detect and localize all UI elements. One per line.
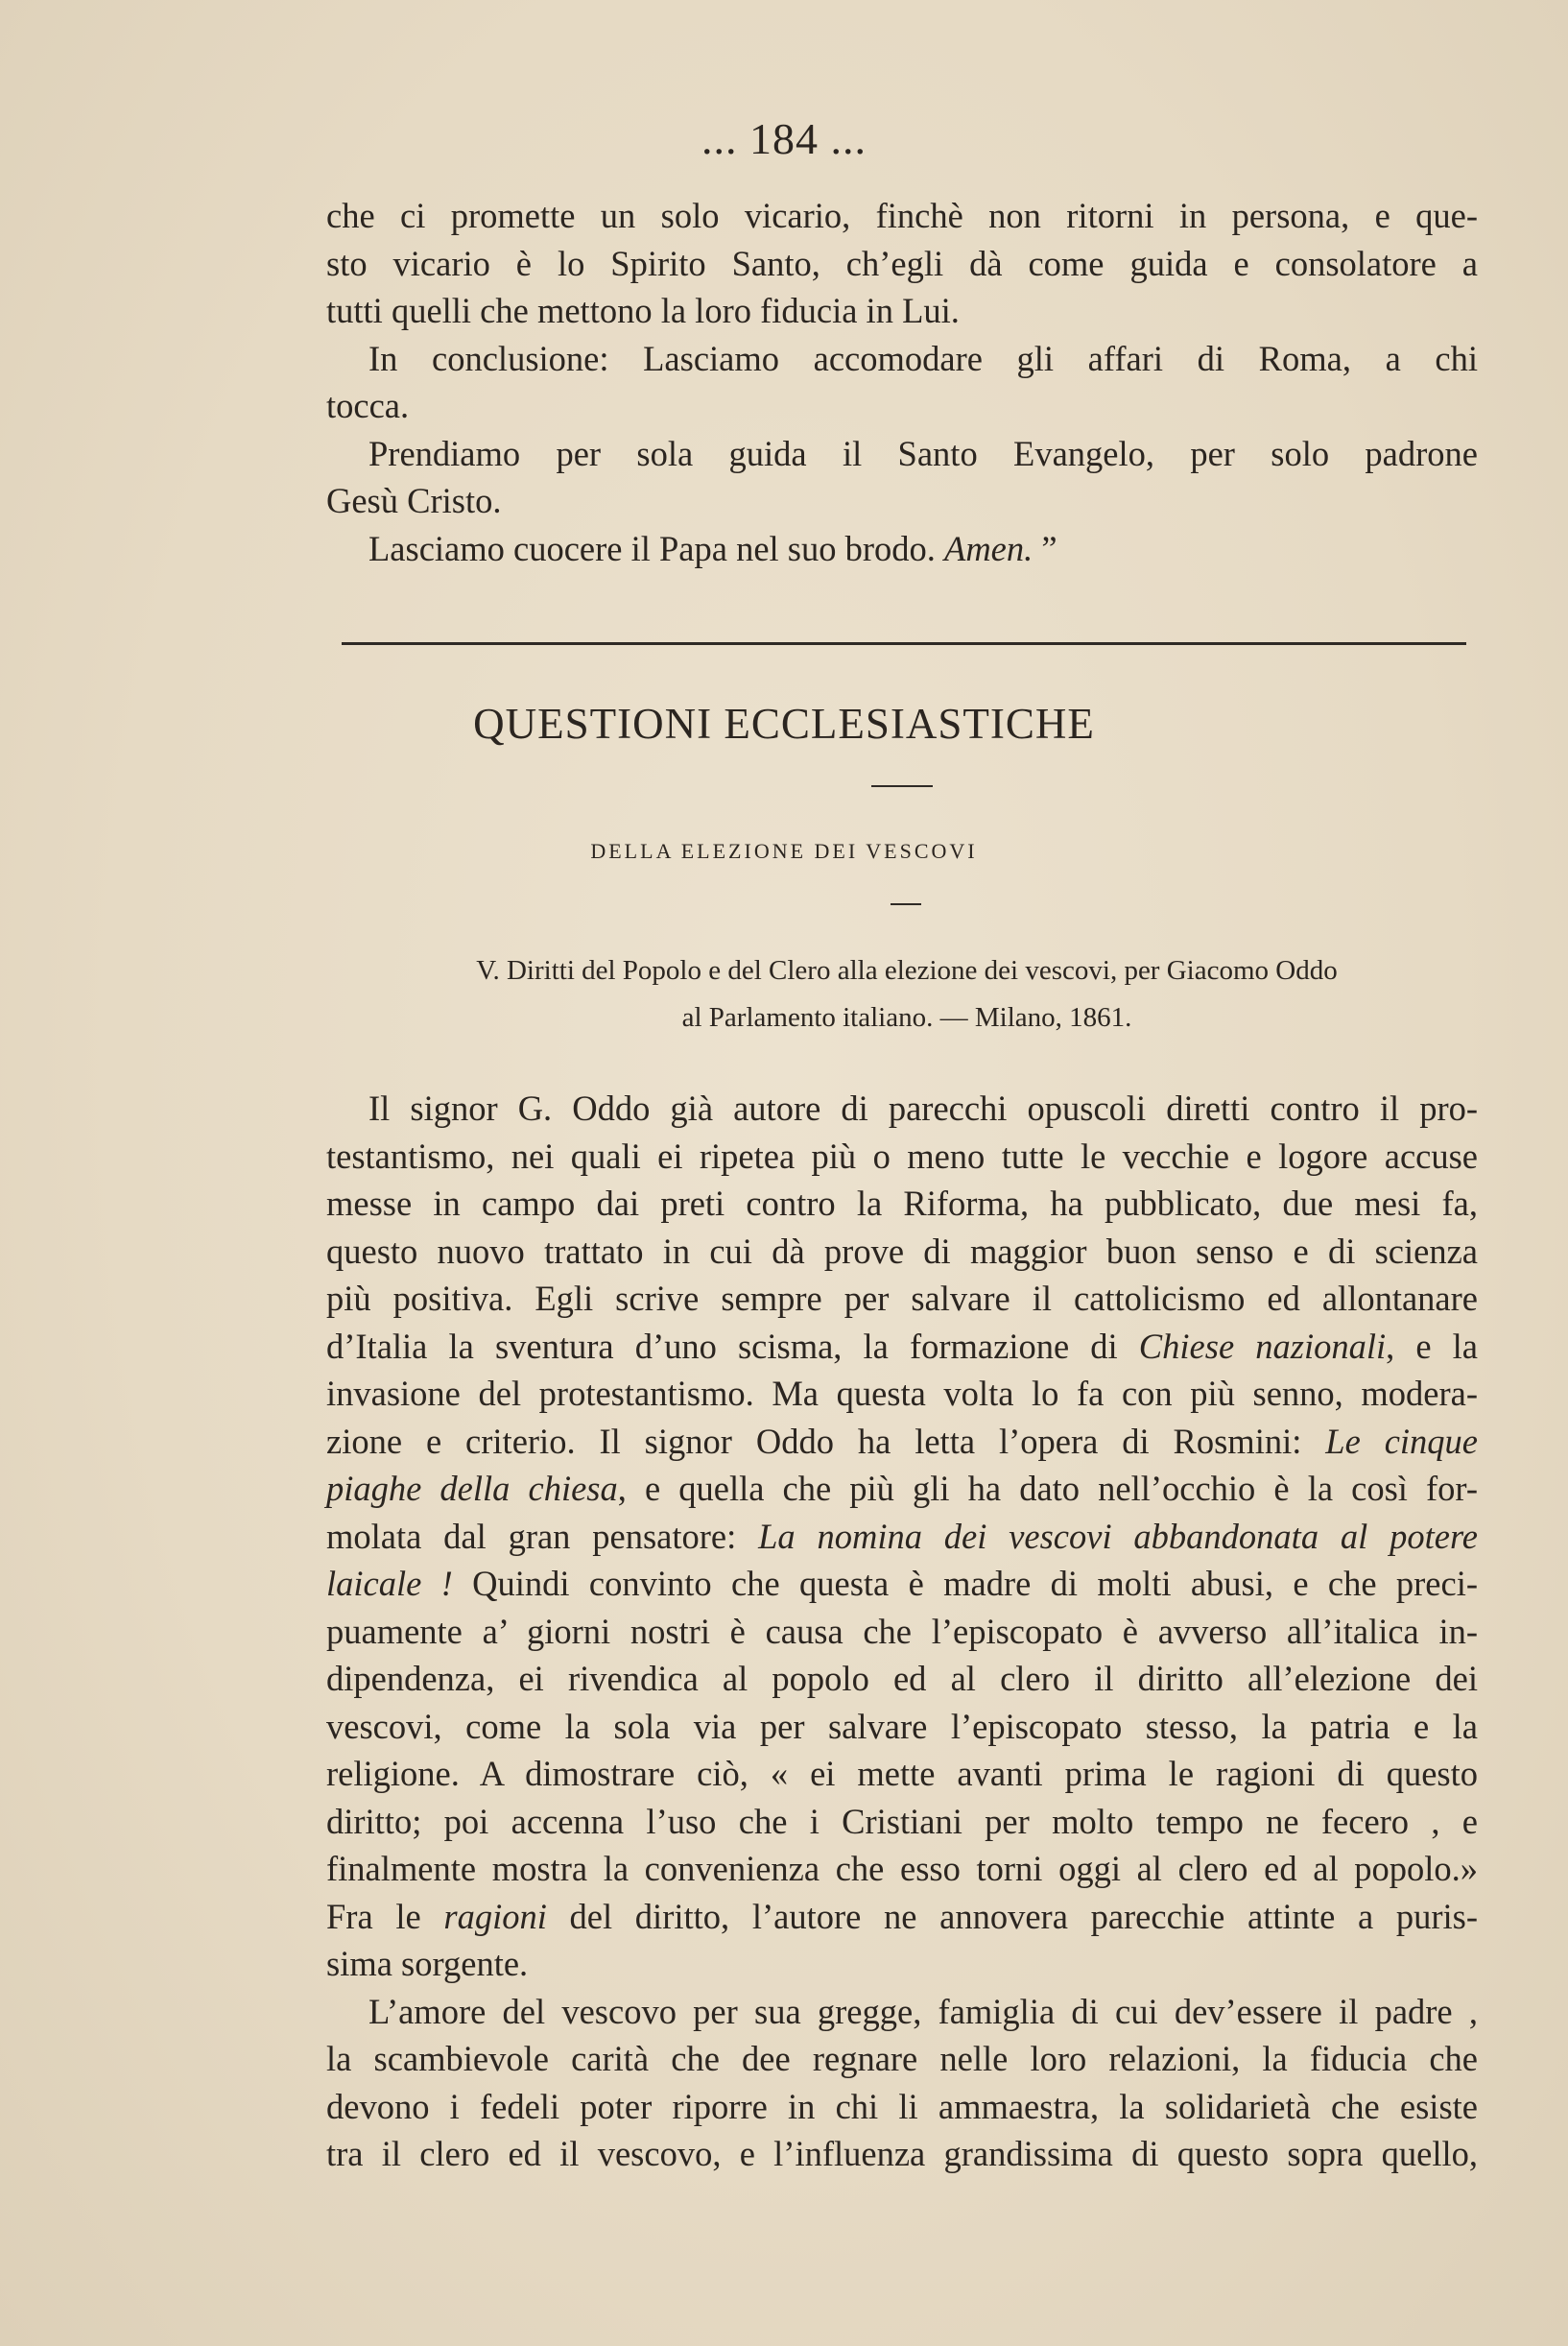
italic-title: laicale ! <box>326 1564 453 1603</box>
text-line <box>326 1750 1478 1798</box>
text-line <box>326 1560 1478 1608</box>
text-run: diritto; poi accenna l’uso che i Cristiani per molto tempo ne fecero , e <box>326 1801 1478 1841</box>
text-line <box>326 1703 1478 1751</box>
text-line <box>326 1275 1478 1323</box>
text-run: Quindi convinto che questa è madre di molti abusi, e che preci- <box>452 1564 1478 1603</box>
text-line <box>326 1798 1478 1846</box>
text-line <box>326 1845 1478 1893</box>
paragraph-oddo <box>326 1085 1478 1988</box>
citation-line: al Parlamento italiano. — Milano, 1861. <box>681 1002 1132 1033</box>
text-run: messe in campo dai preti contro la Riforma, ha pubblicato, due mesi fa, <box>326 1184 1478 1223</box>
text-run: testantismo, nei quali ei ripetea più o meno tutte le vecchie e logore accuse <box>326 1136 1478 1176</box>
page-number: ... 184 ... <box>701 114 867 163</box>
text-line <box>326 1893 1478 1941</box>
text-line: L’amore del vescovo per sua gregge, famiglia di cui dev’essere il padre , <box>368 1991 1478 2031</box>
text-run: Fra le <box>326 1896 444 1936</box>
text-line <box>326 1228 1478 1276</box>
text-run: più positiva. Egli scrive sempre per salvare il cattolicismo ed allontanare <box>326 1279 1478 1318</box>
text-line: In conclusione: Lasciamo accomodare gli affari di Roma, a chi <box>368 338 1478 378</box>
paragraph-continued <box>326 192 1478 335</box>
text-line: tutti quelli che mettono la loro fiducia in Lui. <box>326 291 960 330</box>
text-line <box>326 525 1478 573</box>
bibliographic-citation <box>374 947 1439 1041</box>
italic-title: ragioni <box>443 1896 547 1936</box>
closing-quote: ” <box>1041 528 1057 568</box>
text-run: invasione del protestantismo. Ma questa volta lo fa con più senno, modera- <box>326 1374 1478 1413</box>
text-line <box>326 1465 1478 1513</box>
text-line <box>326 1418 1478 1466</box>
text-line: tocca. <box>326 386 410 425</box>
text-line <box>326 1608 1478 1656</box>
text-line: tra il clero ed il vescovo, e l’influenza grandissima di questo sopra quello, <box>326 2134 1478 2173</box>
text-line <box>326 1513 1478 1561</box>
section-subheading: DELLA ELEZIONE DEI VESCOVI <box>590 839 978 863</box>
text-run: vescovi, come la sola via per salvare l’episcopato stesso, la patria e la <box>326 1706 1478 1746</box>
text-run: finalmente mostra la convenienza che esso torni oggi al clero ed al popolo.» <box>326 1849 1478 1888</box>
paragraph-prendiamo <box>326 430 1478 525</box>
text-run: Lasciamo cuocere il Papa nel suo brodo. <box>368 528 936 568</box>
body-text <box>326 1085 1478 2178</box>
text-run: dipendenza, ei rivendica al popolo ed al clero il diritto all’elezione dei <box>326 1659 1478 1698</box>
text-line <box>326 1655 1478 1703</box>
text-line: Gesù Cristo. <box>326 481 502 520</box>
text-run: , e la <box>1386 1326 1479 1366</box>
paragraph-conclusion <box>326 335 1478 430</box>
text-line: Prendiamo per sola guida il Santo Evangelo, per solo padrone <box>368 433 1478 473</box>
section-heading: QUESTIONI ECCLESIASTICHE <box>473 700 1095 748</box>
text-line <box>326 1133 1478 1181</box>
section-divider <box>342 642 1466 645</box>
text-line: sto vicario è lo Spirito Santo, ch’egli dà come guida e consolatore a <box>326 243 1478 283</box>
text-run: sima sorgente. <box>326 1944 529 1983</box>
italic-title: piaghe della chiesa <box>326 1469 618 1508</box>
continued-text <box>326 192 1478 572</box>
text-line <box>326 1085 1478 1133</box>
italic-title: Chiese nazionali <box>1138 1326 1387 1366</box>
text-line <box>326 1180 1478 1228</box>
paragraph-lasciamo <box>326 525 1478 573</box>
text-line <box>326 1323 1478 1371</box>
amen-italic: Amen. <box>944 528 1033 568</box>
text-run: molata dal gran pensatore: <box>326 1516 759 1556</box>
citation-line: V. Diritti del Popolo e del Clero alla elezione dei vescovi, per Giacomo Oddo <box>476 955 1338 986</box>
text-run: zione e criterio. Il signor Oddo ha letta l’opera di Rosmini: <box>326 1421 1326 1461</box>
text-run: , e quella che più gli ha dato nell’occhio è la così for- <box>617 1469 1479 1508</box>
text-run: d’Italia la sventura d’uno scisma, la formazione di <box>326 1326 1139 1366</box>
text-line <box>326 1370 1478 1418</box>
text-run: puamente a’ giorni nostri è causa che l’episcopato è avverso all’italica in- <box>326 1611 1478 1651</box>
text-run: Il signor G. Oddo già autore di parecchi opuscoli diretti contro il pro- <box>368 1089 1478 1128</box>
heading-rule <box>871 785 933 787</box>
text-run: questo nuovo trattato in cui dà prove di maggior buon senso e di scienza <box>326 1231 1478 1271</box>
paragraph-amore <box>326 1988 1478 2178</box>
text-run: del diritto, l’autore ne annovera parecchie attinte a puris- <box>546 1896 1478 1936</box>
italic-title: La nomina dei vescovi abbandonata al potere <box>758 1516 1478 1556</box>
text-run: religione. A dimostrare ciò, « ei mette avanti prima le ragioni di questo <box>326 1754 1478 1793</box>
subheading-rule <box>891 903 921 905</box>
text-line: devono i fedeli poter riporre in chi li ammaestra, la solidarietà che esiste <box>326 2086 1478 2126</box>
text-line: che ci promette un solo vicario, finchè non ritorni in persona, e que- <box>326 196 1478 235</box>
text-line <box>326 1940 1478 1988</box>
italic-title: Le cinque <box>1325 1421 1478 1461</box>
text-line: la scambievole carità che dee regnare nelle loro relazioni, la fiducia che <box>326 2039 1478 2078</box>
